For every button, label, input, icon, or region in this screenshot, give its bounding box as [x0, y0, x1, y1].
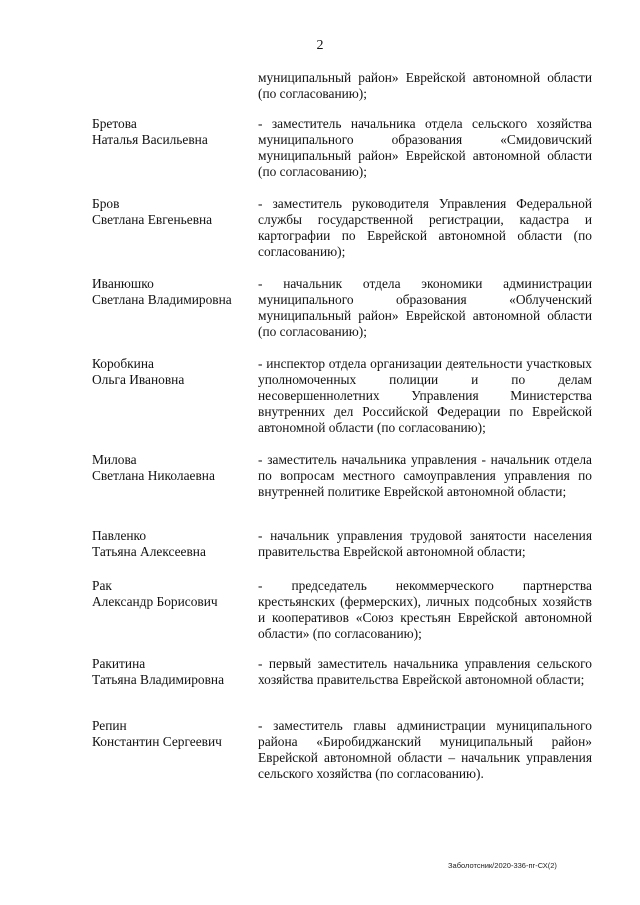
member-name [92, 528, 252, 560]
member-role: - заместитель начальника управления - начальник отдела по вопросам местного самоуправления управления по внутренней политике Еврейской автономной области; [258, 452, 592, 499]
member-name [92, 116, 252, 148]
member-role: - первый заместитель начальника управления сельского хозяйства правительства Еврейской автономной области; [258, 656, 592, 687]
continued-text: муниципальный район» Еврейской автономной области (по согласованию); [258, 70, 592, 101]
member-given-names: Светлана Николаевна [92, 468, 215, 483]
member-role: - заместитель руководителя Управления Федеральной службы государственной регистрации, кадастра и картографии по Еврейской автономной области (по согласованию); [258, 196, 592, 259]
member-given-names: Наталья Васильевна [92, 132, 208, 147]
member-name [92, 276, 252, 308]
member-role: - председатель некоммерческого партнерства крестьянских (фермерских), личных подсобных хозяйств и кооперативов «Союз крестьян Еврейской автономной области» (по согласованию); [258, 578, 592, 641]
member-given-names: Татьяна Алексеевна [92, 544, 206, 559]
member-role: - заместитель начальника отдела сельского хозяйства муниципального образования «Смидовичский муниципальный район» Еврейской автономной области (по согласованию); [258, 116, 592, 179]
member-role: - начальник управления трудовой занятости населения правительства Еврейской автономной области; [258, 528, 592, 559]
member-name [92, 356, 252, 388]
member-name [92, 196, 252, 228]
member-role: - начальник отдела экономики администрации муниципального образования «Облученский муниципальный район» Еврейской автономной области (по согласованию); [258, 276, 592, 339]
member-surname: Коробкина [92, 356, 154, 371]
member-role: - инспектор отдела организации деятельности участковых уполномоченных полиции и по делам несовершеннолетних Управления Министерства внутренних дел Российской Федерации по Еврейской автономной области (по согласованию); [258, 356, 592, 435]
member-name [92, 656, 252, 688]
member-given-names: Ольга Ивановна [92, 372, 185, 387]
member-surname: Иванюшко [92, 276, 154, 291]
member-given-names: Александр Борисович [92, 594, 218, 609]
member-surname: Милова [92, 452, 137, 467]
member-role: - заместитель главы администрации муниципального района «Биробиджанский муниципальный район» Еврейской автономной области – начальник управления сельского хозяйства (по согласованию). [258, 718, 592, 781]
member-given-names: Светлана Владимировна [92, 292, 232, 307]
member-surname: Ракитина [92, 656, 146, 671]
member-name [92, 578, 252, 610]
member-name [92, 452, 252, 484]
member-given-names: Константин Сергеевич [92, 734, 222, 749]
member-surname: Рак [92, 578, 112, 593]
member-surname: Павленко [92, 528, 147, 543]
page-number: 2 [316, 38, 324, 53]
member-surname: Репин [92, 718, 127, 733]
member-name [92, 718, 252, 750]
member-given-names: Светлана Евгеньевна [92, 212, 213, 227]
member-given-names: Татьяна Владимировна [92, 672, 225, 687]
member-surname: Бретова [92, 116, 137, 131]
document-reference-footer: Заболотсник/2020-336-пг-СХ(2) [448, 861, 557, 870]
member-surname: Бров [92, 196, 120, 211]
